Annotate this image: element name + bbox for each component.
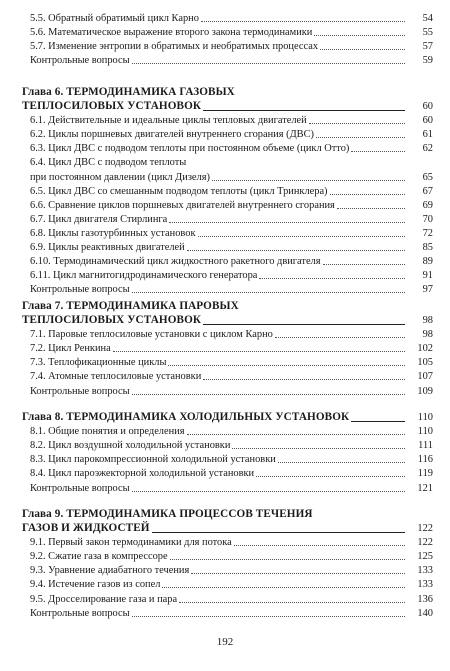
toc-entry-page: 133: [417, 579, 433, 591]
toc-entry-label: Контрольные вопросы: [30, 607, 130, 619]
toc-entry-label: при постоянном давлении (цикл Дизеля): [30, 171, 210, 183]
toc-entry-label: 6.8. Циклы газотурбинных установок: [30, 227, 196, 239]
dot-leader: [187, 434, 406, 435]
toc-entry-page: 69: [422, 199, 433, 211]
chapter-heading: Глава 6. ТЕРМОДИНАМИКА ГАЗОВЫХ: [22, 86, 235, 98]
toc-entry-label: 6.1. Действительные и идеальные циклы тепловых двигателей: [30, 115, 307, 127]
toc-entry-label: Контрольные вопросы: [30, 385, 130, 397]
toc-entry-page: 62: [422, 143, 433, 155]
dot-leader: [323, 264, 405, 265]
page-number: 192: [216, 636, 234, 648]
dot-leader: [132, 63, 405, 64]
toc-entry-page: 70: [422, 213, 433, 225]
toc-entry-label: 7.4. Атомные теплосиловые установки: [30, 371, 202, 383]
dot-leader: [201, 21, 405, 22]
dot-leader: [314, 35, 405, 36]
dot-leader: [179, 602, 405, 603]
dot-leader: [212, 180, 405, 181]
toc-entry-page: 67: [422, 185, 433, 197]
chapter-page: 98: [422, 315, 433, 326]
dot-leader: [320, 49, 405, 50]
toc-entry-label: 6.7. Цикл двигателя Стирлинга: [30, 213, 168, 225]
dot-leader: [132, 616, 405, 617]
toc-entry-page: 125: [417, 551, 433, 563]
dot-leader: [113, 351, 405, 352]
toc-entry-page: 91: [422, 270, 433, 282]
toc-entry-label: 8.1. Общие понятия и определения: [30, 426, 185, 438]
dot-leader: [337, 208, 405, 209]
dot-leader: [351, 151, 405, 152]
chapter-heading: ТЕПЛОСИЛОВЫХ УСТАНОВОК: [22, 314, 202, 326]
heading-rule: [203, 110, 405, 111]
heading-rule: [152, 532, 405, 533]
toc-entry-page: 55: [422, 27, 433, 39]
toc-entry-label: 6.11. Цикл магнитогидродинамического генератора: [30, 270, 258, 282]
chapter-heading: ТЕПЛОСИЛОВЫХ УСТАНОВОК: [22, 100, 202, 112]
toc-entry-label: 8.3. Цикл парокомпрессионной холодильной установки: [30, 454, 276, 466]
toc-entry-label: 5.5. Обратный обратимый цикл Карно: [30, 13, 199, 24]
dot-leader: [132, 394, 405, 395]
chapter-heading: Глава 7. ТЕРМОДИНАМИКА ПАРОВЫХ: [22, 300, 239, 312]
heading-rule: [203, 324, 405, 325]
chapter-heading: Глава 9. ТЕРМОДИНАМИКА ПРОЦЕССОВ ТЕЧЕНИЯ: [22, 508, 313, 520]
toc-entry-label: 9.5. Дросселирование газа и пара: [30, 593, 178, 605]
toc-entry-page: 116: [417, 454, 433, 466]
toc-entry-page: 102: [417, 343, 433, 355]
toc-entry-label: 8.2. Цикл воздушной холодильной установки: [30, 440, 231, 452]
toc-entry-label: 7.3. Теплофикационные циклы: [30, 357, 167, 369]
chapter-page: 110: [417, 412, 433, 423]
toc-entry-label: 6.9. Циклы реактивных двигателей: [30, 242, 185, 253]
toc-entry-label: Контрольные вопросы: [30, 55, 130, 67]
toc-entry-page: 140: [417, 607, 433, 619]
toc-entry-label: 7.2. Цикл Ренкина: [30, 343, 111, 355]
dot-leader: [191, 573, 405, 574]
toc-entry-label: Контрольные вопросы: [30, 482, 130, 494]
chapter-heading: Глава 8. ТЕРМОДИНАМИКА ХОЛОДИЛЬНЫХ УСТАНОВОК: [22, 411, 350, 423]
dot-leader: [132, 491, 405, 492]
toc-entry-page: 57: [422, 41, 433, 53]
toc-entry-label: 7.1. Паровые теплосиловые установки с циклом Карно: [30, 329, 273, 341]
dot-leader: [187, 250, 405, 251]
toc-entry-page: 136: [417, 593, 433, 605]
dot-leader: [259, 278, 405, 279]
toc-entry-page: 98: [422, 329, 433, 341]
toc-entry-label: Контрольные вопросы: [30, 284, 130, 296]
heading-rule: [351, 421, 405, 422]
dot-leader: [162, 587, 405, 588]
toc-entry-page: 121: [417, 482, 433, 494]
chapter-page: 122: [417, 523, 433, 534]
dot-leader: [256, 476, 405, 477]
dot-leader: [275, 337, 405, 338]
toc-entry-label: 6.6. Сравнение циклов поршневых двигателей внутреннего сгорания: [30, 199, 335, 211]
chapter-heading: ГАЗОВ И ЖИДКОСТЕЙ: [22, 522, 150, 534]
toc-entry-page: 54: [422, 13, 433, 24]
toc-entry-page: 110: [417, 426, 433, 438]
toc-entry-label: 5.7. Изменение энтропии в обратимых и необратимых процессах: [30, 41, 319, 53]
toc-entry-page: 133: [417, 565, 433, 577]
dot-leader: [316, 137, 405, 138]
toc-entry-label: 9.2. Сжатие газа в компрессоре: [30, 551, 168, 563]
toc-entry-label: 9.3. Уравнение адиабатного течения: [30, 565, 190, 577]
dot-leader: [132, 292, 405, 293]
dot-leader: [330, 194, 405, 195]
dot-leader: [169, 222, 405, 223]
toc-entry-label: 9.1. Первый закон термодинамики для потока: [30, 537, 232, 549]
toc-entry-label: 8.4. Цикл пароэжекторной холодильной установки: [30, 468, 255, 480]
dot-leader: [278, 462, 405, 463]
toc-entry-label: 6.5. Цикл ДВС со смешанным подводом теплоты (цикл Тринклера): [30, 185, 328, 197]
dot-leader: [198, 236, 406, 237]
dot-leader: [203, 379, 405, 380]
toc-entry-label: 9.4. Истечение газов из сопел: [30, 579, 161, 591]
toc-entry-page: 59: [422, 55, 433, 67]
toc-entry-page: 89: [422, 256, 433, 268]
toc-entry-page: 97: [422, 284, 433, 296]
toc-entry-label: 6.3. Цикл ДВС с подводом теплоты при постоянном объеме (цикл Отто): [30, 143, 350, 155]
toc-entry-label: 6.2. Циклы поршневых двигателей внутреннего сгорания (ДВС): [30, 129, 314, 141]
toc-entry-page: 109: [417, 385, 433, 397]
toc-entry-page: 85: [422, 242, 433, 253]
dot-leader: [234, 545, 405, 546]
toc-entry-page: 61: [422, 129, 433, 141]
toc-entry-label: 5.6. Математическое выражение второго закона термодинамики: [30, 27, 313, 39]
dot-leader: [309, 123, 405, 124]
toc-entry-page: 122: [417, 537, 433, 549]
toc-entry-label: 6.10. Термодинамический цикл жидкостного ракетного двигателя: [30, 256, 321, 268]
toc-entry-page: 60: [422, 115, 433, 127]
toc-entry-page: 119: [417, 468, 433, 480]
toc-entry-page: 107: [417, 371, 433, 383]
toc-entry-page: 111: [418, 440, 433, 452]
toc-entry-page: 105: [417, 357, 433, 369]
chapter-page: 60: [422, 101, 433, 112]
dot-leader: [170, 559, 405, 560]
toc-entry-label: 6.4. Цикл ДВС с подводом теплоты: [30, 157, 187, 169]
toc-entry-page: 72: [422, 227, 433, 239]
dot-leader: [232, 448, 405, 449]
toc-entry-page: 65: [422, 171, 433, 183]
dot-leader: [168, 365, 405, 366]
